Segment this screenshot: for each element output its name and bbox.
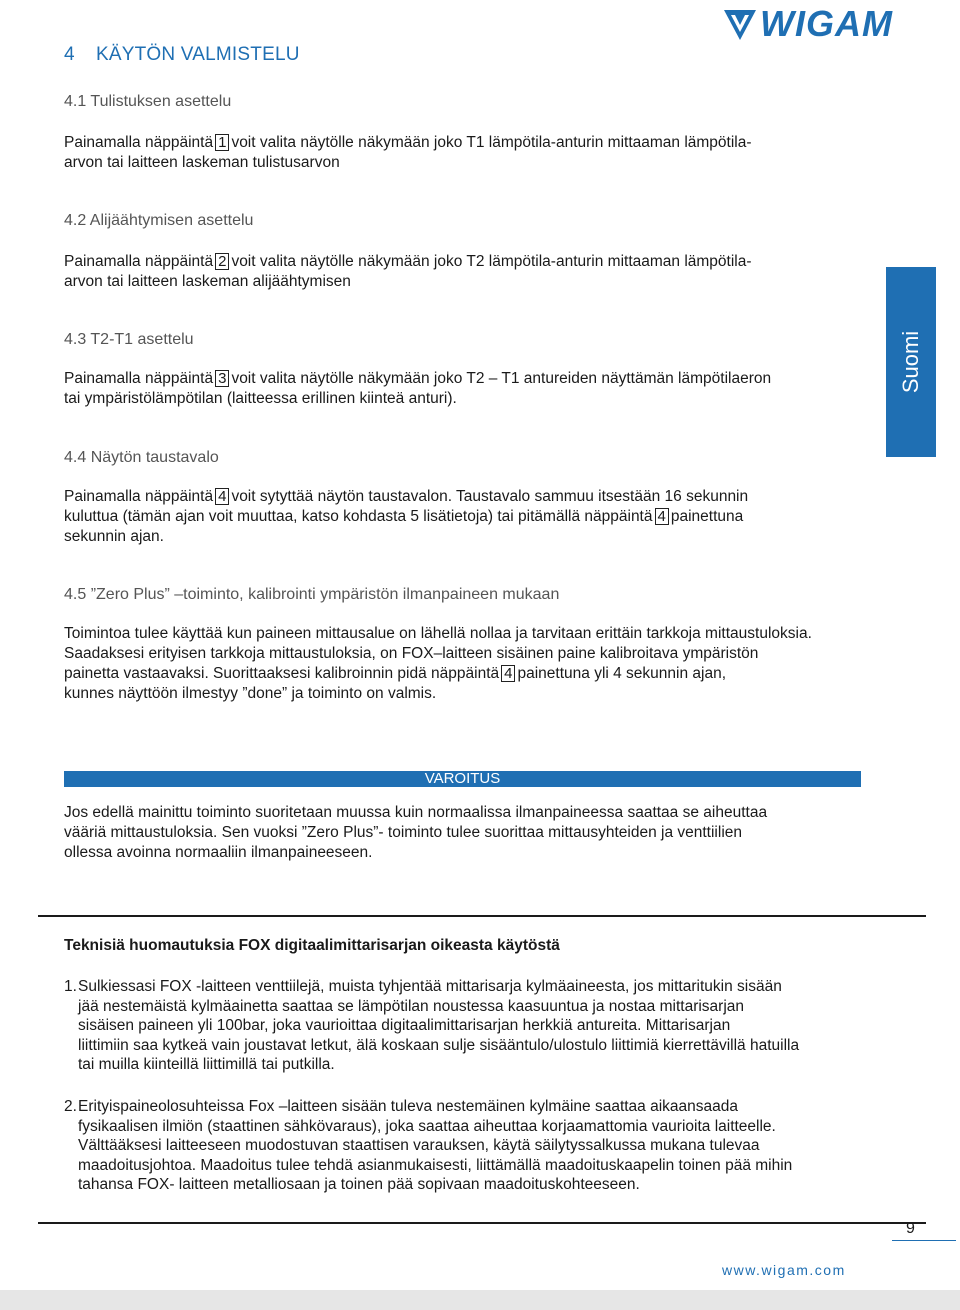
text: Sulkiessasi FOX -laitteen venttiilejä, muista tyhjentää mittarisarja kylmäaineesta, jos mittaritukin sisään bbox=[78, 978, 782, 995]
text: fysikaalisen ilmiön (staattinen sähkövaraus), joka saattaa aiheuttaa korjaamattomia vaurioita laitteelle. bbox=[78, 1117, 776, 1135]
section-4-1-body bbox=[64, 133, 752, 173]
section-4-2-body bbox=[64, 252, 752, 292]
wigam-logo bbox=[722, 3, 893, 44]
text: painettuna bbox=[670, 508, 744, 525]
text: sekunnin ajan. bbox=[64, 528, 164, 545]
text: Painamalla näppäintä bbox=[64, 253, 214, 270]
text: Saadaksesi erityisen tarkkoja mittaustuloksia, on FOX–laitteen sisäinen paine kalibroitava ympäristön bbox=[64, 645, 759, 662]
text: arvon tai laitteen laskeman alijäähtymisen bbox=[64, 273, 351, 290]
text: sisäisen paineen yli 100bar, joka vaurioittaa digitaalimittarisarjan herkkiä antureita. Mittarisarjan bbox=[78, 1017, 731, 1034]
technical-notes-title: Teknisiä huomautuksia FOX digitaalimittarisarjan oikeasta käytöstä bbox=[64, 937, 560, 954]
logo-text: WIGAM bbox=[760, 3, 893, 44]
text: Välttääksesi laitteeseen muodostuvan staattisen varauksen, käytä säilytyssalkussa mukana tulevaa bbox=[78, 1137, 760, 1154]
section-4-5-title: 4.5 ”Zero Plus” –toiminto, kalibrointi ympäristön ilmanpaineen mukaan bbox=[64, 586, 560, 603]
section-4-5-body bbox=[64, 624, 812, 704]
text: arvon tai laitteen laskeman tulistusarvon bbox=[64, 154, 340, 171]
text: maadoitusjohtoa. Maadoitus tulee tehdä asianmukaisesti, liittämällä maadoituskaapelin toinen pää mihin bbox=[78, 1156, 793, 1174]
section-4-3-title: 4.3 T2-T1 asettelu bbox=[64, 331, 194, 348]
note-number: 1. bbox=[64, 978, 77, 995]
text: voit valita näytölle näkymään joko T2 lämpötila-anturin mittaaman lämpötila- bbox=[231, 253, 752, 270]
text: tai ympäristölämpötilan (laitteessa erillinen kiinteä anturi). bbox=[64, 390, 457, 407]
key-1-box: 1 bbox=[215, 134, 229, 151]
text: painettuna yli 4 sekunnin ajan, bbox=[517, 665, 727, 682]
text: painetta vastaavaksi. Suorittaaksesi kalibroinnin pidä näppäintä bbox=[64, 665, 500, 682]
note-item-2 bbox=[64, 1097, 904, 1195]
wigam-logo-icon bbox=[722, 6, 758, 42]
text: Jos edellä mainittu toiminto suoritetaan muussa kuin normaalissa ilmanpaineessa saattaa se aiheuttaa bbox=[64, 804, 768, 821]
key-4-box: 4 bbox=[501, 665, 515, 682]
text: ollessa avoinna normaaliin ilmanpaineeseen. bbox=[64, 844, 373, 861]
text: vääriä mittaustuloksia. Sen vuoksi ”Zero Plus”- toiminto tulee suorittaa mittausyhteiden ja venttiilien bbox=[64, 824, 743, 841]
section-4-1-title: 4.1 Tulistuksen asettelu bbox=[64, 93, 232, 110]
chapter-number: 4 bbox=[64, 44, 75, 65]
section-4-3-body bbox=[64, 369, 771, 409]
note-number: 2. bbox=[64, 1098, 77, 1115]
text: Toimintoa tulee käyttää kun paineen mittausalue on lähellä nollaa ja tarvitaan erittäin tarkkoja mittaustuloksia. bbox=[64, 625, 812, 642]
warning-banner: VAROITUS bbox=[64, 771, 861, 787]
text: voit valita näytölle näkymään joko T2 – T1 antureiden näyttämän lämpötilaeron bbox=[231, 370, 772, 387]
page-number-rule bbox=[892, 1240, 956, 1241]
text: Painamalla näppäintä bbox=[64, 134, 214, 151]
text: liittimiin saa kytkeä vain joustavat letkut, älä koskaan sulje sisääntulo/ulostulo liittimiä kierrettävillä hatuilla bbox=[78, 1036, 800, 1054]
language-tab-label: Suomi bbox=[898, 330, 923, 394]
text: voit valita näytölle näkymään joko T1 lämpötila-anturin mittaaman lämpötila- bbox=[231, 134, 752, 151]
section-4-4-title: 4.4 Näytön taustavalo bbox=[64, 449, 219, 466]
footer-bar bbox=[0, 1290, 960, 1310]
text: jää nestemäistä kylmäainetta saattaa se lämpötilan noustessa kaasuuntua ja nostaa mittarisarjan bbox=[78, 997, 745, 1015]
text: kunnes näyttöön ilmestyy ”done” ja toiminto on valmis. bbox=[64, 685, 437, 702]
language-tab bbox=[886, 267, 936, 457]
page-number: 9 bbox=[906, 1220, 915, 1237]
chapter-heading bbox=[64, 44, 300, 66]
warning-body bbox=[64, 803, 767, 863]
key-4-box: 4 bbox=[655, 508, 669, 525]
key-4-box: 4 bbox=[215, 488, 229, 505]
text: Painamalla näppäintä bbox=[64, 488, 214, 505]
section-4-2-title: 4.2 Alijäähtymisen asettelu bbox=[64, 212, 254, 229]
footer-url[interactable]: www.wigam.com bbox=[722, 1262, 846, 1278]
text: tahansa FOX- laitteen metalliosaan ja toinen pää sopivaan maadoituskohteeseen. bbox=[78, 1176, 640, 1193]
text: voit sytyttää näytön taustavalon. Taustavalo sammuu itsestään 16 sekunnin bbox=[231, 488, 749, 505]
chapter-title: KÄYTÖN VALMISTELU bbox=[96, 44, 300, 65]
note-item-1 bbox=[64, 977, 904, 1075]
key-2-box: 2 bbox=[215, 253, 229, 270]
text: kuluttua (tämän ajan voit muuttaa, katso kohdasta 5 lisätietoja) tai pitämällä näppäintä bbox=[64, 508, 653, 525]
text: Painamalla näppäintä bbox=[64, 370, 214, 387]
text: Erityispaineolosuhteissa Fox –laitteen sisään tuleva nestemäinen kylmäine saattaa aikaansaada bbox=[78, 1098, 739, 1115]
key-3-box: 3 bbox=[215, 370, 229, 387]
text: tai muilla kiinteillä liittimillä tai putkilla. bbox=[78, 1056, 335, 1073]
section-4-4-body bbox=[64, 487, 748, 547]
